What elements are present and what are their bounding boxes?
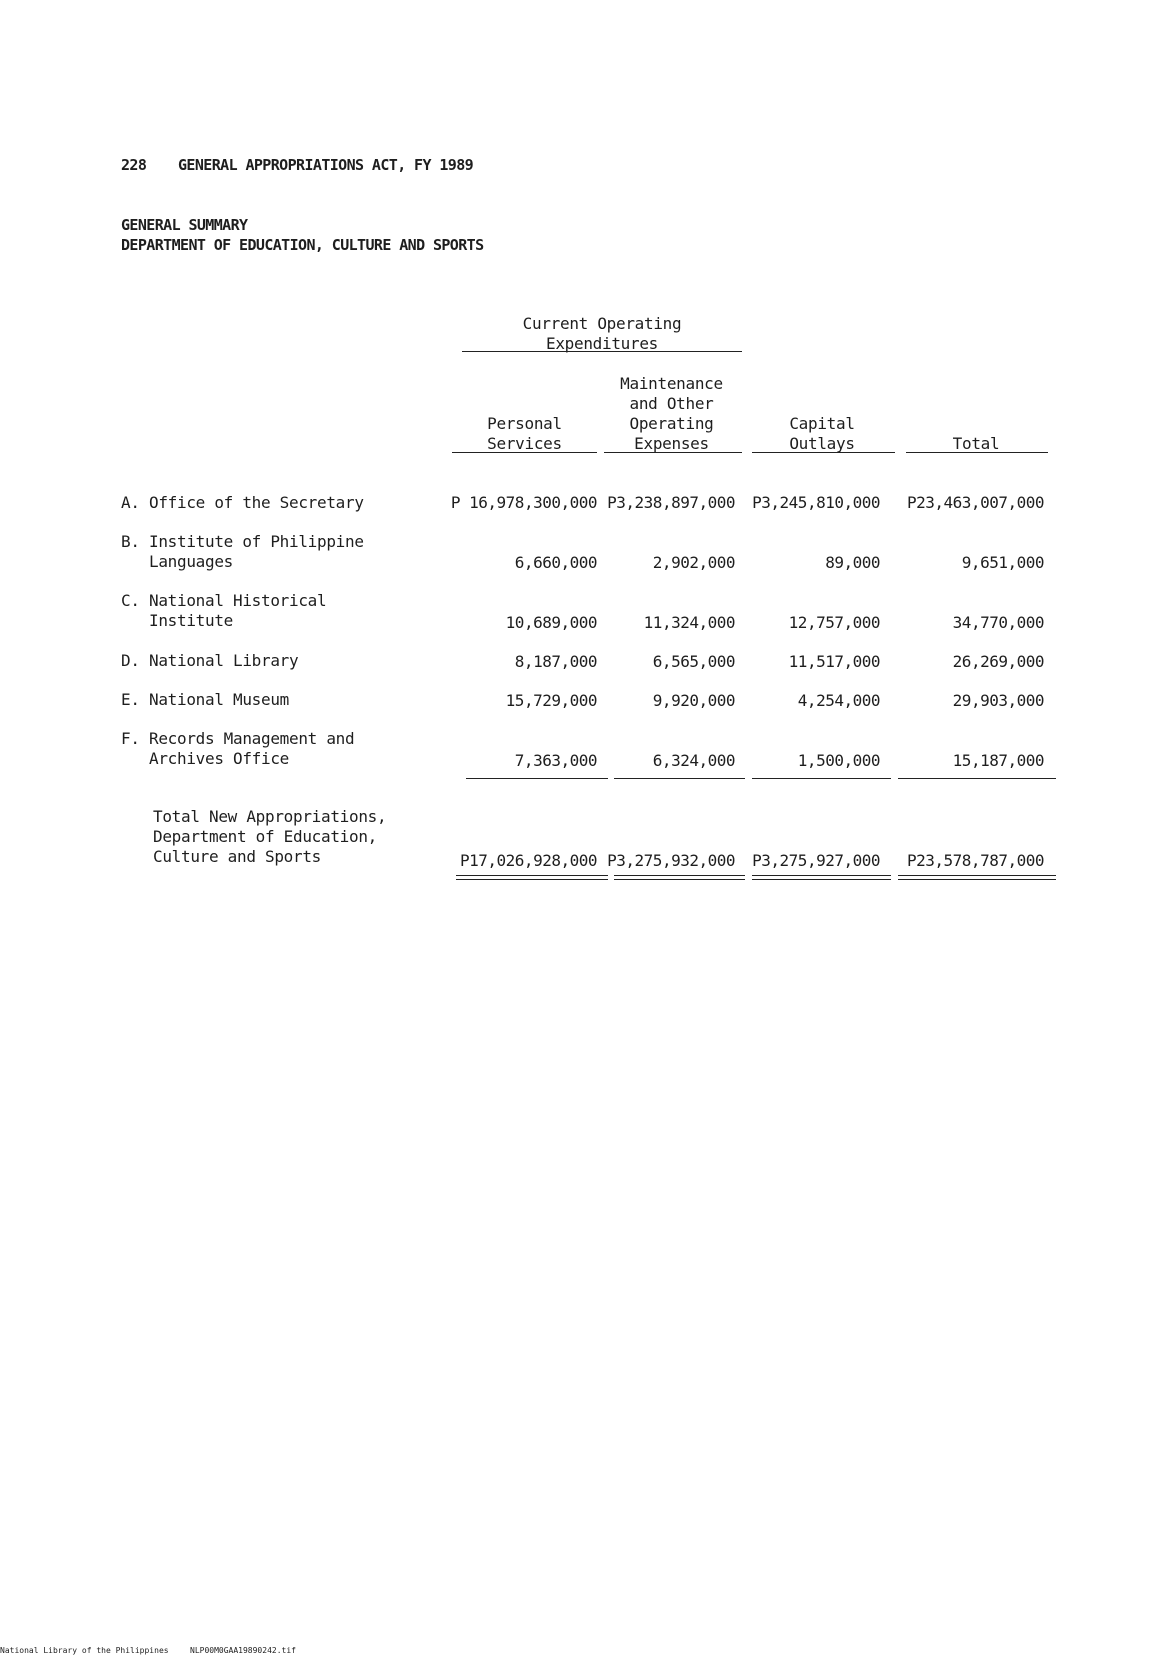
footer-file: NLP00M0GAA19890242.tif	[190, 1646, 296, 1655]
row-label: F. Records Management and	[121, 729, 355, 748]
col-mooe-line3: Operating	[629, 414, 714, 433]
group-header-line2: Expenditures	[546, 334, 658, 353]
summary-title: GENERAL SUMMARY	[121, 216, 248, 234]
grand-total-double-rule-capital	[752, 875, 891, 880]
subtotal-rule-capital	[752, 778, 891, 779]
col-personal-line2: Services	[487, 434, 562, 453]
row-label: D. National Library	[121, 651, 299, 670]
cell-total: P23,463,007,000	[907, 493, 1044, 512]
col-capital-line1: Capital	[789, 414, 855, 433]
col-total: Total	[952, 434, 1000, 453]
cell-personal: 7,363,000	[514, 751, 597, 770]
row-label-cont: Institute	[121, 611, 233, 630]
page-number: 228	[121, 156, 147, 174]
grand-total-personal: P17,026,928,000	[460, 851, 597, 870]
grand-total-label-3: Culture and Sports	[153, 847, 321, 866]
cell-total: 29,903,000	[952, 691, 1044, 710]
col-capital-rule	[752, 452, 895, 453]
col-personal-line1: Personal	[487, 414, 562, 433]
cell-personal: 15,729,000	[505, 691, 597, 710]
col-personal-rule	[452, 452, 597, 453]
col-mooe-line1: Maintenance	[620, 374, 723, 393]
group-header-rule	[462, 351, 742, 352]
cell-capital: 1,500,000	[797, 751, 880, 770]
footer-library: National Library of the Philippines	[0, 1646, 169, 1655]
col-total-rule	[906, 452, 1048, 453]
grand-total-total: P23,578,787,000	[907, 851, 1044, 870]
cell-mooe: 9,920,000	[652, 691, 735, 710]
cell-mooe: 2,902,000	[652, 553, 735, 572]
grand-total-label-1: Total New Appropriations,	[153, 807, 387, 826]
cell-total: 26,269,000	[952, 652, 1044, 671]
col-mooe-rule	[604, 452, 742, 453]
cell-mooe: P3,238,897,000	[607, 493, 735, 512]
subtotal-rule-mooe	[614, 778, 745, 779]
cell-total: 34,770,000	[952, 613, 1044, 632]
cell-capital: 11,517,000	[788, 652, 880, 671]
row-label-cont: Archives Office	[121, 749, 289, 768]
grand-total-label-2: Department of Education,	[153, 827, 377, 846]
cell-capital: P3,245,810,000	[752, 493, 880, 512]
row-label-cont: Languages	[121, 552, 233, 571]
cell-personal: 8,187,000	[514, 652, 597, 671]
subtotal-rule-total	[898, 778, 1056, 779]
grand-total-mooe: P3,275,932,000	[607, 851, 735, 870]
cell-mooe: 6,324,000	[652, 751, 735, 770]
cell-total: 15,187,000	[952, 751, 1044, 770]
col-mooe-line4: Expenses	[634, 434, 709, 453]
col-mooe-line2: and Other	[629, 394, 714, 413]
cell-mooe: 11,324,000	[643, 613, 735, 632]
grand-total-double-rule-total	[898, 875, 1056, 880]
cell-mooe: 6,565,000	[652, 652, 735, 671]
row-label: B. Institute of Philippine	[121, 532, 364, 551]
grand-total-double-rule-mooe	[614, 875, 745, 880]
cell-personal: P 16,978,300,000	[450, 493, 597, 512]
cell-personal: 10,689,000	[505, 613, 597, 632]
cell-total: 9,651,000	[961, 553, 1044, 572]
row-label: C. National Historical	[121, 591, 327, 610]
row-label: A. Office of the Secretary	[121, 493, 364, 512]
subtotal-rule-personal	[466, 778, 608, 779]
cell-capital: 12,757,000	[788, 613, 880, 632]
grand-total-capital: P3,275,927,000	[752, 851, 880, 870]
col-capital-line2: Outlays	[789, 434, 855, 453]
running-title: GENERAL APPROPRIATIONS ACT, FY 1989	[178, 156, 474, 174]
row-label: E. National Museum	[121, 690, 289, 709]
department-title: DEPARTMENT OF EDUCATION, CULTURE AND SPORTS	[121, 236, 484, 254]
cell-capital: 89,000	[825, 553, 880, 572]
cell-personal: 6,660,000	[514, 553, 597, 572]
group-header-line1: Current Operating	[522, 314, 682, 333]
cell-capital: 4,254,000	[797, 691, 880, 710]
grand-total-double-rule-personal	[456, 875, 608, 880]
